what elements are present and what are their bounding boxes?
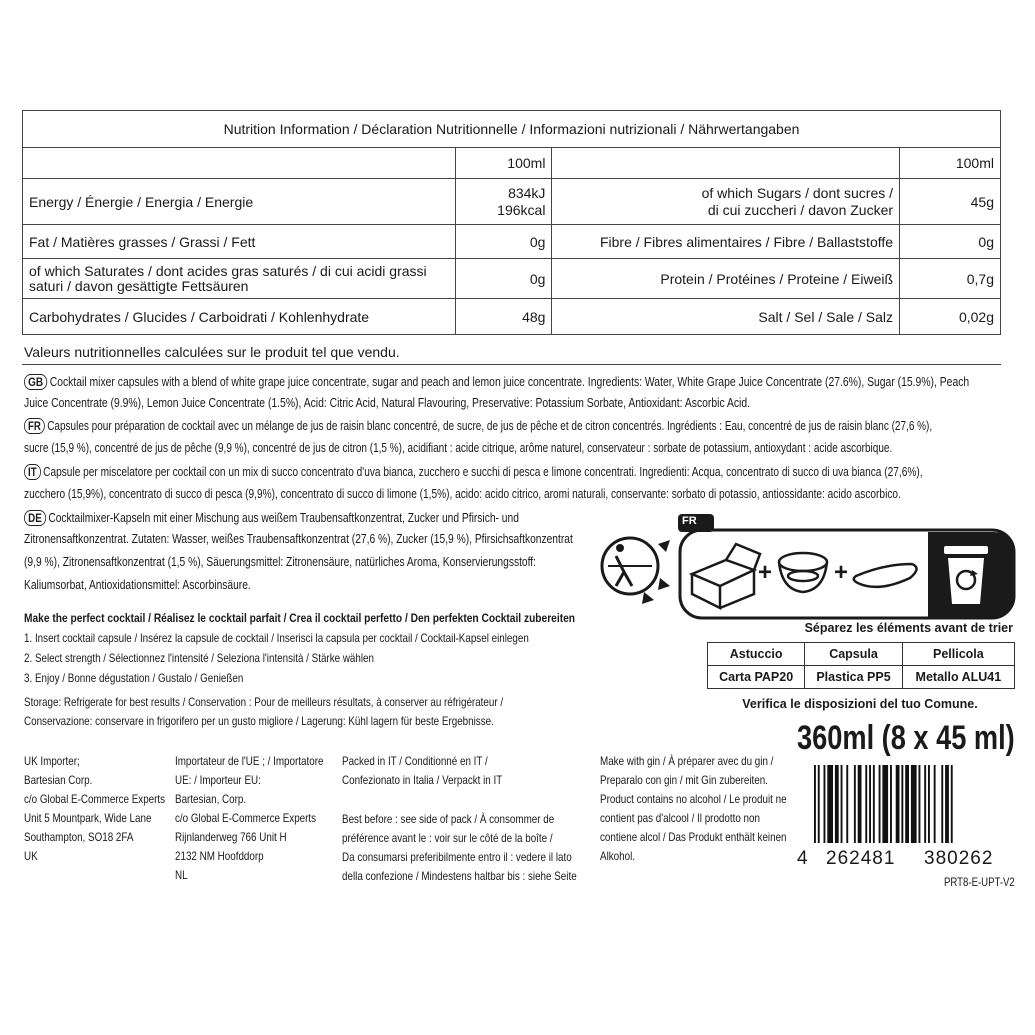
eu-importer-line: 2132 NM Hoofddorp [175,849,264,863]
fat-value: 0g [455,225,552,259]
carbs-value: 48g [455,299,552,335]
uk-importer-line: Southampton, SO18 2FA [24,830,134,844]
barcode-digits-left: 262481 [826,848,896,869]
eu-importer-block [175,752,323,885]
gin-note-line: Preparalo con gin / mit Gin zubereiten. [600,773,768,787]
material-film: Metallo ALU41 [902,666,1014,689]
protein-label: Protein / Protéines / Proteine / Eiweiß [552,259,900,299]
eu-importer-line: NL [175,868,188,882]
product-code: PRT8-E-UPT-V2 [944,875,1015,889]
gin-note-line: contient pas d'alcool / Il prodotto non [600,811,760,825]
uk-importer-line: c/o Global E-Commerce Experts [24,792,166,806]
lang-badge-de: DE [24,510,46,526]
material-header-capsule: Capsula [805,643,903,666]
divider [22,364,1001,365]
barcode-digit-first: 4 [797,848,808,869]
box-icon [692,544,760,608]
eu-importer-line: Importateur de l'UE ; / Importatore [175,754,324,768]
gin-note-line: Make with gin / À préparer avec du gin / [600,754,774,768]
col-header-right: 100ml [900,148,1001,179]
volume-label: 360ml (8 x 45 ml) [797,719,1015,757]
uk-importer-block [24,752,165,866]
best-before-line: Best before : see side of pack / À consommer de [342,812,555,826]
material-box: Carta PAP20 [708,666,805,689]
instruction-step-3: 3. Enjoy / Bonne dégustation / Gustalo / Genießen [24,671,244,685]
storage-line-2: Conservazione: conservare in frigorifero per un gusto migliore / Lagerung: Kühl lagern für beste Ergebnisse. [24,714,494,728]
fr-nutrition-note: Valeurs nutritionnelles calculées sur le produit tel que vendu. [24,344,400,360]
ingredients-it-1: Capsule per miscelatore per cocktail con un mix di succo concentrato d'uva bianca, zucchero e succhi di pesca e limone concentrati. Ingredienti: Acqua, concentrato di succo di uva bianca (27,6%), [43,465,923,479]
eu-importer-line: UE: / Importeur EU: [175,773,261,787]
packed-line: Packed in IT / Conditionné en IT / [342,754,488,768]
capsule-icon [779,553,827,592]
table-row [23,299,1001,335]
separate-elements-note: Séparez les éléments avant de trier [804,621,1013,635]
ingredients-it-2: zucchero (15,9%), concentrato di succo di pesca (9,9%), concentrato di succo di limone (1,5%), acido: acido citrico, aromi naturali, conservante: sorbato di potassio, antiossidante: acido ascorbico. [24,487,901,501]
ingredients-fr-2: sucre (15,9 %), concentré de jus de pêche (9,9 %), concentré de jus de citron (1,5 %), acidifiant : acide citrique, arôme naturel, conservateur : sorbate de potassium, antioxydant : acide ascorbique. [24,441,893,455]
uk-importer-line: UK [24,849,38,863]
sugars-value: 45g [900,179,1001,225]
sugars-label-1: of which Sugars / dont sucres / [701,184,894,201]
carbs-label: Carbohydrates / Glucides / Carboidrati / Kohlenhydrate [23,299,456,335]
recycling-info-graphic [598,512,1018,624]
lang-badge-fr: FR [24,418,45,434]
nutrition-table [22,110,1001,335]
instruction-step-2: 2. Select strength / Sélectionnez l'intensité / Seleziona l'intensità / Stärke wählen [24,651,374,665]
ingredients-de-3: (9,9 %), Zitronensaftkonzentrat (1,5 %), Säuerungsmittel: Zitronensäure, natürliches Aroma, Konservierungsstoff: [24,555,536,569]
eu-importer-line: Bartesian, Corp. [175,792,247,806]
ingredients-de-1: Cocktailmixer-Kapseln mit einer Mischung aus weißem Traubensaftkonzentrat, Zucker und Pfirsich- und [48,511,519,525]
gin-note-line: Alkohol. [600,849,636,863]
gin-note-block [600,752,787,866]
instruction-step-1: 1. Insert cocktail capsule / Insérez la capsule de cocktail / Inserisci la capsula per cocktail / Cocktail-Kapsel einlegen [24,631,529,645]
bin-icon [928,532,1014,618]
fibre-value: 0g [900,225,1001,259]
best-before-line: della confezione / Mindestens haltbar bis : siehe Seite [342,869,577,883]
material-header-film: Pellicola [902,643,1014,666]
nutrition-title: Nutrition Information / Déclaration Nutritionnelle / Informazioni nutrizionali / Nährwertangaben [23,111,1001,148]
table-row [708,643,1015,666]
ingredients-de-4: Kaliumsorbat, Antioxidationsmittel: Ascorbinsäure. [24,578,251,592]
salt-label: Salt / Sel / Sale / Salz [552,299,900,335]
energy-kcal: 196kcal [497,201,546,218]
packed-line: Confezionato in Italia / Verpackt in IT [342,773,503,787]
table-row [23,259,1001,299]
material-header-box: Astuccio [708,643,805,666]
eu-importer-line: Rijnlanderweg 766 Unit H [175,830,287,844]
uk-importer-line: Unit 5 Mountpark, Wide Lane [24,811,152,825]
gin-note-line: Product contains no alcohol / Le produit ne [600,792,787,806]
uk-importer-line: Bartesian Corp. [24,773,93,787]
table-row [23,179,1001,225]
lang-badge-it: IT [24,464,41,480]
salt-value: 0,02g [900,299,1001,335]
best-before-line: préférence avant le : voir sur le côté de la boîte / [342,831,553,845]
sugars-label-2: di cui zuccheri / davon Zucker [707,201,894,218]
energy-kj: 834kJ [508,184,546,201]
ingredients-gb-2: Juice Concentrate (9.9%), Lemon Juice Concentrate (1.5%), Acid: Citric Acid, Natural Flavouring, Preservative: Potassium Sorbate, Antioxidant: Ascorbic Acid. [24,396,751,410]
energy-label: Energy / Énergie / Energia / Energie [23,179,456,225]
table-row [23,225,1001,259]
saturates-value: 0g [455,259,552,299]
storage-line-1: Storage: Refrigerate for best results / Conservation : Pour de meilleurs résultats, à conserver au réfrigérateur / [24,695,504,709]
material-capsule: Plastica PP5 [805,666,903,689]
packed-in-block [342,752,502,790]
uk-importer-line: UK Importer; [24,754,80,768]
gin-note-line: contiene alcol / Das Produkt enthält keinen [600,830,787,844]
ingredients-de-2: Zitronensaftkonzentrat. Zutaten: Wasser, weißes Traubensaftkonzentrat (27,6 %), Zucker (15,9 %), Pfirsichsaftkonzentrat [24,532,573,546]
fibre-label: Fibre / Fibres alimentaires / Fibre / Ballaststoffe [552,225,900,259]
svg-text:+: + [834,559,849,586]
instructions-title: Make the perfect cocktail / Réalisez le cocktail parfait / Crea il cocktail perfetto / Den perfekten Cocktail zubereiten [24,611,575,625]
lang-badge-gb: GB [24,374,47,390]
recycling-table [707,642,1015,689]
svg-text:+: + [758,559,773,586]
col-header-left: 100ml [455,148,552,179]
saturates-label-1: of which Saturates / dont acides gras saturés / di cui acidi grassi [29,262,427,279]
ingredients-fr-1: Capsules pour préparation de cocktail avec un mélange de jus de raisin blanc concentré, de sucre, de jus de pêche et de citron concentrés. Ingrédients : Eau, concentré de jus de raisin blanc (27,6 %), [47,419,933,433]
ingredients-gb-1: Cocktail mixer capsules with a blend of white grape juice concentrate, sugar and peach and lemon juice concentrate. Ingredients: Water, White Grape Juice Concentrate (27.6%), Sugar (15.9%), Peach [49,375,970,389]
best-before-block [342,810,577,886]
recycling-fr-badge: FR [682,515,697,527]
eu-importer-line: c/o Global E-Commerce Experts [175,811,317,825]
film-icon [854,564,917,587]
triman-icon [602,538,658,594]
barcode [812,765,1012,855]
verify-municipality-note: Verifica le disposizioni del tuo Comune. [742,697,978,711]
barcode-digits-right: 380262 [924,848,994,869]
fat-label: Fat / Matières grasses / Grassi / Fett [23,225,456,259]
protein-value: 0,7g [900,259,1001,299]
best-before-line: Da consumarsi preferibilmente entro il : vedere il lato [342,850,572,864]
table-row [708,666,1015,689]
saturates-label-2: saturi / davon gesättigte Fettsäuren [29,277,249,294]
